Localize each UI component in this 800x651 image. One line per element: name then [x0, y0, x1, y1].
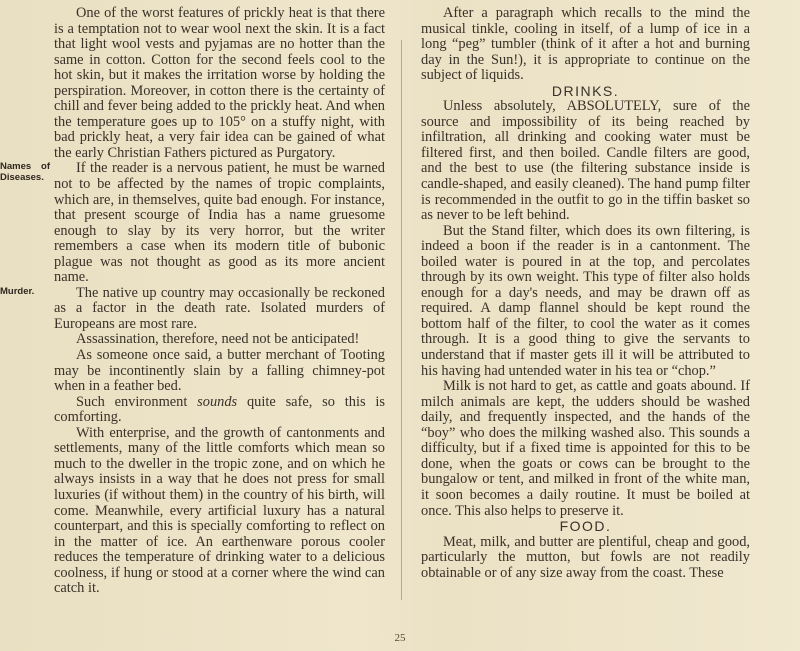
paragraph-native-up-country-text: The native up country may occasionally be reckoned as a factor in the death rate. Isolated murders of Europeans are most rare.: [54, 284, 385, 332]
paragraph-enterprise: With enterprise, and the growth of cantonments and settlements, many of the little comforts which mean so much to the dweller in the tropic zone, and on which he always insists in a way that he does not press for small luxuries (if without them) in the country of his birth, will come. Meanwhile, every artificial luxury has a natural counterpart, and this is specially comforting to reflect on in the matter of ice. An earthenware porous cooler reduces the temperature of drinking water to a delicious coolness, if hung or stood at a corner where the wind can catch it.: [54, 424, 385, 597]
paragraph-native-up-country: [0, 284, 385, 333]
heading-drinks: DRINKS.: [551, 82, 620, 99]
environment-text-end: quite safe, so this is comforting.: [54, 393, 385, 426]
paragraph-butter-merchant: As someone once said, a butter merchant of Tooting may be incontinently slain by a falling chimney-pot when in a feather bed.: [54, 347, 385, 395]
paragraph-stand-filter: But the Stand filter, which does its own filtering, is indeed a boon if the reader is in a cantonment. The boiled water is poured in at the top, and percolates through by its own weight. This type of filter also holds enough for a day's needs, and may be drawn off as required. A damp flannel should be kept round the bottom half of the filter, to cool the water as it comes through. It is a good thing to give the servants to understand that if master gets ill it will be attributed to his having had untended water in his tea or “chop.”: [421, 222, 750, 379]
environment-text-start: Such environment: [76, 393, 198, 410]
paragraph-ice-tinkle: After a paragraph which recalls to the mind the musical tinkle, cooling in itself, of a lump of ice in a long “peg” tumbler (think of it after a hot and burning day in the Sun!), it is appropriate to continue on the subject of liquids.: [421, 5, 750, 84]
emphasis-sounds: sounds: [197, 393, 238, 410]
paragraph-filtered-water: Unless absolutely, ABSOLUTELY, sure of the source and impossibility of its being reached by infiltration, all drinking and cooking water must be filtered first, and then boiled. Candle filters are good, and the best to use (the filtering substance inside is candle-shaped, and easily cleaned). The hand pump filter is recommended in the outfit to go in the tiffin basket so as never to be left behind.: [421, 98, 750, 224]
paragraph-nervous-patient-text: If the reader is a nervous patient, he must be warned not to be affected by the names of tropic complaints, which are, in themselves, quite bad enough. For instance, that present scourge of India has a name gruesome enough to slay by its very horror, but the writer remembers a case when its modern title of bubonic plague was not thought as good as its more ancient name.: [54, 160, 385, 286]
margin-note-names-of-diseases: Names of Diseases.: [0, 161, 50, 184]
left-column: [0, 5, 385, 597]
murder-section: [0, 284, 385, 333]
margin-note-murder: Murder.: [0, 285, 35, 297]
right-column: [421, 6, 750, 581]
names-of-diseases-section: [0, 160, 385, 286]
paragraph-assassination: Assassination, therefore, need not be anticipated!: [76, 331, 360, 348]
paragraph-milk: Milk is not hard to get, as cattle and goats abound. If milch animals are kept, the udders should be washed daily, and frequently inspected, and the hands of the “boy” who does the milking washed also. This sounds a difficulty, but if a fixed time is appointed for this to be done, when the goats or cows can be brought to the bungalow or tent, and milked in front of the white man, it soon becomes a daily routine. It must be boiled at once. This also helps to preserve it.: [421, 378, 750, 519]
page-number: 25: [394, 632, 406, 644]
column-divider: [401, 40, 402, 600]
paragraph-environment: [54, 395, 385, 426]
paragraph-prickly-heat: One of the worst features of prickly heat is that there is a temptation not to wear wool next the skin. It is a fact that light wool vests and pyjamas are no hotter than the same in cotton. Cotton for the second feels cool to the hot skin, but it makes the irritation worse by holding the perspiration. Moreover, in cotton there is the certainty of chill and fever being added to the prickly heat. And when the temperature goes up to 105° on a stuffy night, with bad prickly heat, a very fair idea can be gained of what the early Christian Fathers pictured as Purgatory.: [54, 5, 385, 161]
paragraph-meat: Meat, milk, and butter are plentiful, cheap and good, particularly the mutton, but fowls are not readily obtainable or of any size away from the coast. These: [421, 533, 750, 581]
heading-food: FOOD.: [559, 518, 612, 535]
paragraph-nervous-patient: [0, 160, 385, 286]
